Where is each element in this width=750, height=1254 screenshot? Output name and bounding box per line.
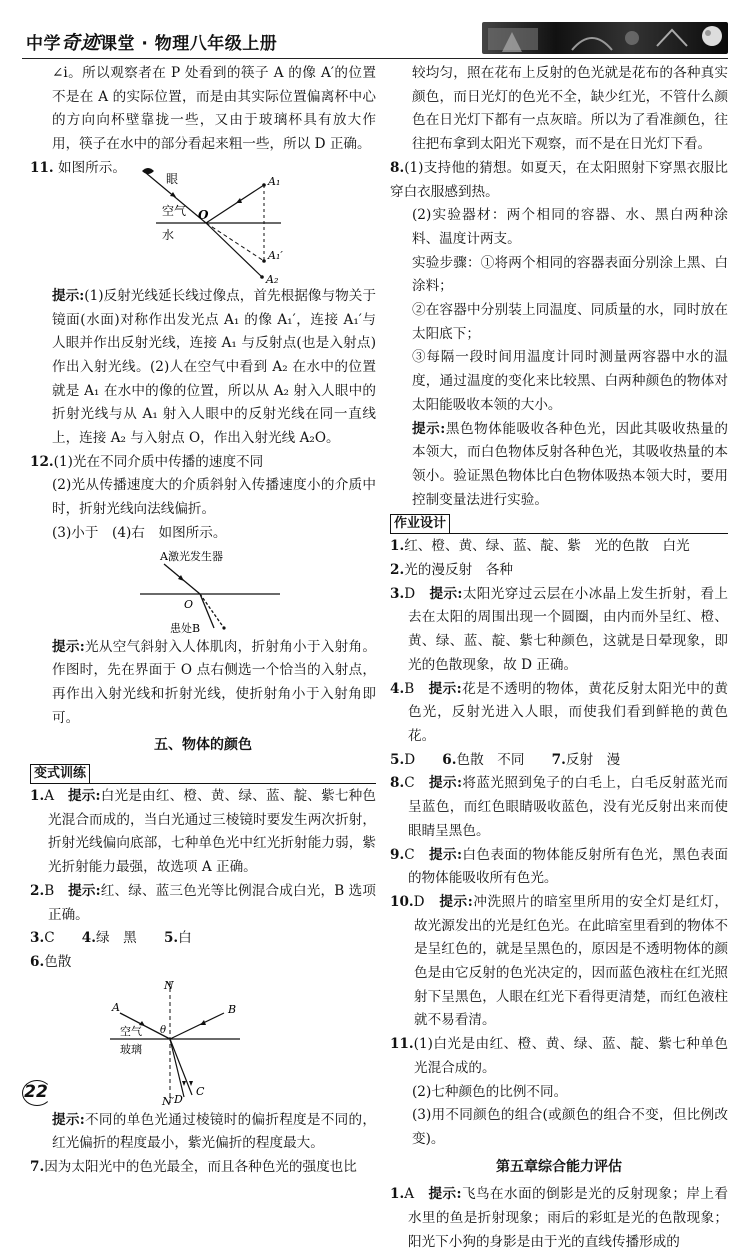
- eval-1: [390, 1183, 728, 1254]
- e1-tip-text: 飞鸟在水面的倒影是光的反射现象；岸上看水里的鱼是折射现象；雨后的彩虹是光的色散现象；阳光下小狗的身影是由于光的直线传播形成的: [408, 1186, 728, 1250]
- header-suffix: 课堂 · 物理八年级上册: [100, 34, 278, 54]
- h3-number: 3.: [390, 585, 405, 602]
- a1-number: 1.: [30, 788, 45, 805]
- q12-part2: (2)光从传播速度大的介质斜射入传播速度小的介质中时，折射光线向法线偏折。: [52, 477, 376, 518]
- fig1-label-a1-prime: A₁′: [268, 248, 283, 262]
- hw-1: [390, 535, 728, 559]
- a7-number: 7.: [30, 1159, 45, 1176]
- h5-number: 5.: [390, 751, 405, 768]
- header-title: [26, 28, 277, 55]
- hw-9: [390, 844, 728, 891]
- h4-answer: B: [404, 680, 415, 697]
- h10-number: 10.: [390, 893, 414, 910]
- page-number-badge: [22, 1080, 50, 1106]
- answer-7: [30, 1156, 376, 1180]
- a2-answer: B: [44, 882, 55, 899]
- box-label-variant: 变式训练: [30, 764, 90, 784]
- a6-tip-label: 提示:: [52, 1111, 85, 1128]
- q8-tip: [390, 418, 728, 513]
- figure-dispersion: [90, 977, 250, 1107]
- q8-part5: ③每隔一段时间用温度计同时测量两容器中水的温度，通过温度的变化来比较黑、白两种颜色的物体对太阳能吸收本领的大小。: [412, 349, 728, 413]
- a1-answer: A: [44, 788, 55, 805]
- fig3-label-theta: θ: [160, 1024, 167, 1036]
- a1-tip-label: 提示:: [67, 788, 101, 805]
- h10-tip-label: 提示:: [439, 893, 473, 910]
- h9-tip-label: 提示:: [429, 846, 463, 863]
- paragraph-p1: ∠i。所以观察者在 P 处看到的筷子 A 的像 A′的位置不是在 A 的实际位置，而是由其实际位置偏离杯中心的方向向杯壁靠拢一些，又由于玻璃杯具有放大作用，筷子在水中的部分看起来粗一些，所以 D 正确。: [52, 65, 376, 153]
- fig1-label-a2: A₂: [266, 272, 279, 286]
- q8-part3: 实验步骤：①将两个相同的容器表面分别涂上黑、白涂料；: [412, 254, 728, 295]
- fig1-label-a1: A₁: [268, 174, 281, 188]
- h11-part2: (2)七种颜色的比例不同。: [412, 1083, 568, 1100]
- q11-tip: [30, 285, 376, 451]
- e1-tip-label: 提示:: [428, 1186, 462, 1203]
- q11-number: 11.: [30, 159, 54, 176]
- hw-3: [390, 583, 728, 678]
- q12-part1: (1)光在不同介质中传播的速度不同: [53, 453, 264, 470]
- q12-line1: [30, 451, 376, 475]
- q8-number: 8.: [390, 159, 405, 176]
- q8-line1: [390, 157, 728, 204]
- h4-tip-label: 提示:: [428, 680, 462, 697]
- a6-tip-text: 不同的单色光通过棱镜时的偏折程度是不同的，红光偏折的程度最小，紫光偏折的程度最大。: [52, 1111, 376, 1152]
- q11-tip-label: 提示:: [52, 287, 85, 304]
- fig1-label-eye: 眼: [166, 171, 179, 186]
- q12-part3: (3)小于 (4)右 如图所示。: [52, 524, 227, 541]
- page-number: 22: [24, 1082, 48, 1102]
- figure-reflection-refraction: [136, 163, 296, 287]
- section-title-chapter5: 第五章综合能力评估: [496, 1158, 622, 1175]
- e1-answer: A: [404, 1186, 415, 1203]
- a1-tip-text: 白光是由红、橙、黄、绿、蓝、靛、紫七种色光混合而成的，当白光通过三棱镜时要发生两次折射，折射光线偏向底部，七种单色光中红光折射能力弱，紫光折射能力最强，故选项 A 正确。: [48, 788, 376, 876]
- left-column: [30, 62, 376, 1180]
- a2-tip-text: 红、绿、蓝三色光等比例混合成白光，B 选项正确。: [48, 882, 377, 923]
- fig3-label-b: B: [228, 1002, 237, 1016]
- a5-answer: 白: [178, 930, 192, 947]
- figure-laser-refraction: [140, 548, 280, 634]
- right-column: [390, 62, 728, 1254]
- hw-4: [390, 678, 728, 749]
- h4-number: 4.: [390, 680, 405, 697]
- q11-block: [30, 157, 376, 285]
- q11-text: 如图所示。: [57, 159, 126, 176]
- h7-number: 7.: [551, 751, 566, 768]
- q8-part4: ②在容器中分别装上同温度、同质量的水，同时放在太阳底下；: [412, 302, 728, 342]
- h10-tip-text: 冲洗照片的暗室里所用的安全灯是红灯，故光源发出的光是红色光。在此暗室里看到的物体不是呈红色的，就是呈黑色的，原因是不透明物体的颜色是由它反射的色光决定的，因而蓝色液柱在红光照射下呈黑色，人眼在红光下看得更清楚，而红色液柱就不易看清。: [414, 893, 729, 1029]
- h3-answer: D: [404, 585, 416, 602]
- q12-tip-text: 光从空气斜射入人体肌肉，折射角小于入射角。作图时，先在界面于 O 点右侧选一个恰当的入射点，再作出入射光线和折射光线，使折射角小于入射角即可。: [52, 638, 376, 726]
- h8-tip-label: 提示:: [429, 775, 463, 792]
- hw-2: [390, 559, 728, 583]
- fig3-label-n: N: [164, 978, 174, 992]
- e1-number: 1.: [390, 1186, 405, 1203]
- answer-2: [30, 880, 376, 927]
- q7-continuation: 较均匀，照在花布上反射的色光就是花布的各种真实颜色，而日光灯的色光不全，缺少红光，不管什么颜色在日光灯下都有一点灰暗。所以为了看准颜色，往往把布拿到太阳光下观察，而不是在日光灯下看。: [412, 65, 728, 153]
- fig3-label-air: 空气: [120, 1024, 142, 1038]
- q12-tip: [30, 636, 376, 731]
- hw-10: [390, 891, 728, 1033]
- box-row-homework: [390, 512, 728, 534]
- a7-text: 因为太阳光中的色光最全，而且各种色光的强度也比: [44, 1159, 357, 1176]
- h3-tip-text: 太阳光穿过云层在小冰晶上发生折射，看上去在太阳的周围出现一个圆圈，由内而外呈红、橙、黄、绿、蓝、靛、紫七种颜色，这就是日晕现象，即光的色散现象，故 D 正确。: [408, 585, 728, 673]
- section-title-colors: 五、物体的颜色: [154, 737, 252, 754]
- a6-tip: [30, 1109, 376, 1156]
- h2-number: 2.: [390, 562, 405, 579]
- fig3-label-d: D: [174, 1092, 183, 1106]
- answer-6: [30, 951, 376, 975]
- hw-5-7: [390, 749, 728, 773]
- h5-answer: D: [404, 751, 416, 768]
- h3-tip-label: 提示:: [429, 585, 463, 602]
- header-banner-image: [482, 22, 728, 54]
- h9-tip-text: 白色表面的物体能反射所有色光，黑色表面的物体能吸收所有色光。: [408, 846, 728, 887]
- h9-number: 9.: [390, 846, 405, 863]
- h1-answer: 红、橙、黄、绿、蓝、靛、紫 光的色散 白光: [404, 538, 690, 555]
- page-header: [22, 18, 728, 59]
- fig1-label-air: 空气: [162, 203, 187, 218]
- fig3-label-n-prime: N′: [162, 1094, 175, 1107]
- a3-answer: C: [44, 930, 55, 947]
- answers-3-5: [30, 927, 376, 951]
- h4-tip-text: 花是不透明的物体，黄花反射太阳光中的黄色光，反射光进入人眼，而使我们看到鲜艳的黄色花。: [408, 680, 728, 744]
- h11-part3: (3)用不同颜色的组合(或颜色的组合不变，但比例改变)。: [412, 1107, 728, 1147]
- fig1-label-water: 水: [162, 227, 175, 242]
- header-prefix: 中学: [26, 34, 61, 54]
- h1-number: 1.: [390, 538, 405, 555]
- q12-number: 12.: [30, 453, 54, 470]
- q8-tip-label: 提示:: [412, 420, 446, 437]
- h9-answer: C: [404, 846, 415, 863]
- fig2-label-o: O: [184, 597, 194, 611]
- q8-tip-text: 黑色物体能吸收各种色光，因此其吸收热量的本领大，而白色物体反射各种色光，其吸收热量的本领小。验证黑色物体比白色物体吸热本领大时，要用控制变量法进行实验。: [412, 420, 728, 508]
- a6-number: 6.: [30, 953, 45, 970]
- hw-11: [390, 1033, 728, 1080]
- h8-number: 8.: [390, 775, 405, 792]
- a5-number: 5.: [163, 930, 179, 947]
- q8-part2: (2)实验器材：两个相同的容器、水、黑白两种涂料、温度计两支。: [412, 207, 728, 247]
- box-row-variant: [30, 762, 376, 784]
- header-logo: 奇迹: [61, 32, 101, 54]
- h10-answer: D: [413, 893, 425, 910]
- h2-answer: 光的漫反射 各种: [404, 562, 513, 579]
- fig3-label-a: A: [112, 1000, 120, 1014]
- a3-number: 3.: [30, 930, 45, 947]
- fig2-label-laser: A激光发生器: [160, 549, 223, 563]
- h8-answer: C: [404, 775, 415, 792]
- a2-number: 2.: [30, 882, 45, 899]
- q8-part1: (1)支持他的猜想。如夏天，在太阳照射下穿黑衣服比穿白衣服感到热。: [390, 159, 728, 200]
- q11-tip-text: (1)反射光线延长线过像点，首先根据像与物关于镜面(水面)对称作出发光点 A₁ 的像 A₁′，连接 A₁′与人眼并作出反射光线，连接 A₁ 与反射点(也是入射点)作出入射光线。(2)人在空气中看到 A₂ 在水中的位置就是 A₁ 在水中的像的位置，所以从 A₂ 射入人眼中的折射光线与从 A₁ 射入人眼中的反射光线在同一直线上，连接 A₂ 与入射点 O，作出入射光线 A₂O。: [52, 287, 376, 447]
- h11-number: 11.: [390, 1036, 414, 1053]
- h8-tip-text: 将蓝光照到兔子的白毛上，白毛反射蓝光而呈蓝色，而红色眼睛吸收蓝色，没有光反射出来而使眼睛呈黑色。: [408, 775, 728, 839]
- h11-part1: (1)白光是由红、橙、黄、绿、蓝、靛、紫七种单色光混合成的。: [413, 1036, 728, 1076]
- h6-answer: 色散 不同: [456, 751, 525, 768]
- h6-number: 6.: [442, 751, 457, 768]
- box-label-homework: 作业设计: [390, 514, 450, 534]
- q12-tip-label: 提示:: [52, 638, 85, 655]
- a4-number: 4.: [81, 930, 96, 947]
- a4-answer: 绿 黑: [96, 930, 137, 947]
- fig1-label-o: O: [198, 207, 209, 222]
- a2-tip-label: 提示:: [68, 882, 101, 899]
- fig3-label-c: C: [196, 1084, 205, 1098]
- fig2-label-patient: 患处B: [170, 621, 201, 634]
- h7-answer: 反射 漫: [565, 751, 621, 768]
- hw-8: [390, 772, 728, 843]
- a6-answer: 色散: [44, 953, 72, 970]
- answer-1: [30, 785, 376, 880]
- fig3-label-glass: 玻璃: [120, 1042, 142, 1056]
